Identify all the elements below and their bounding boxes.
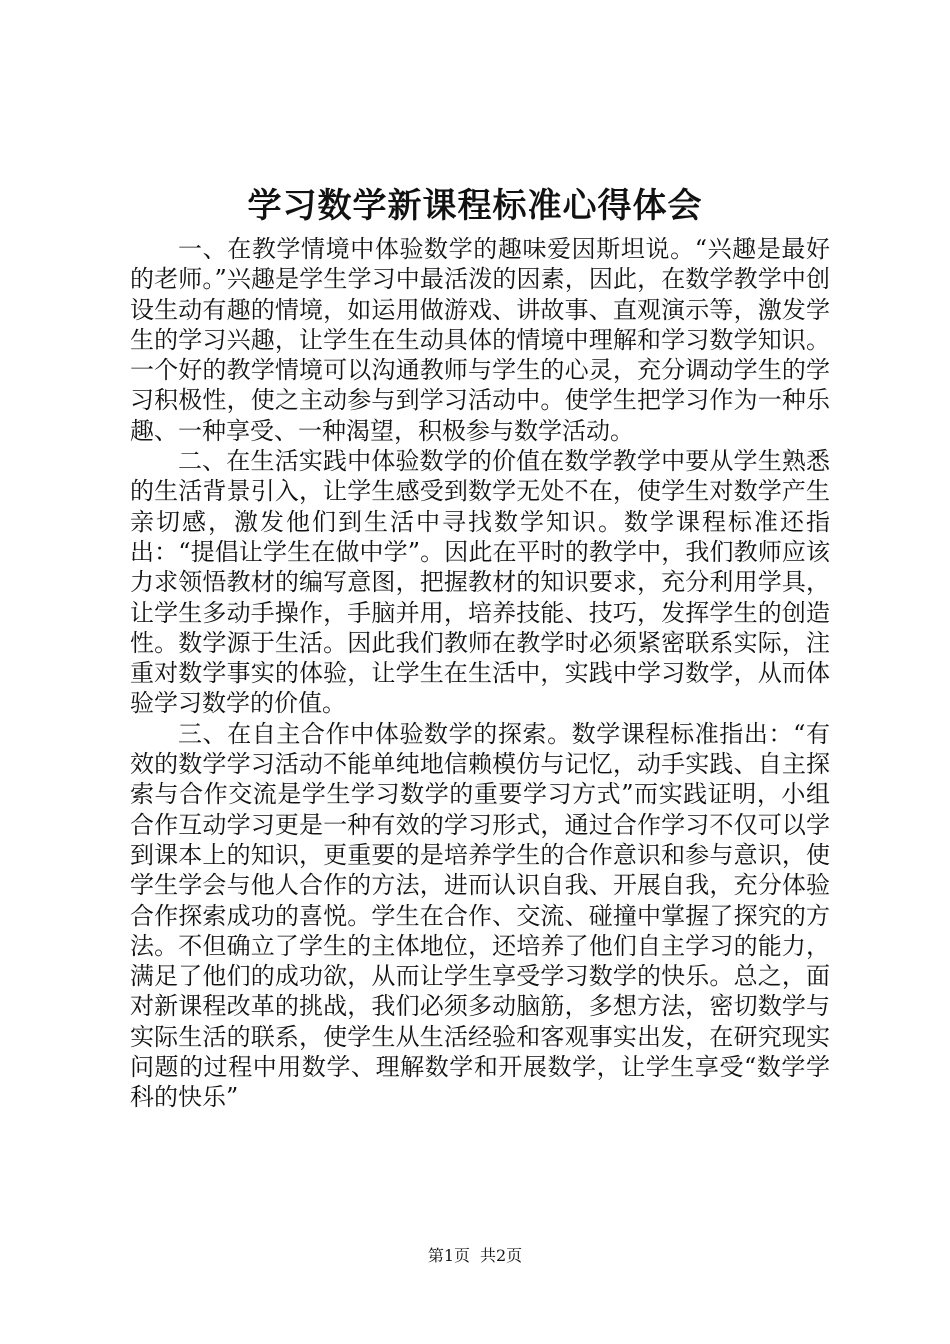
paragraph-1: 一、在教学情境中体验数学的趣味爱因斯坦说。“兴趣是最好的老师。”兴趣是学生学习中最活泼的因素，因此，在数学教学中创设生动有趣的情境，如运用做游戏、讲故事、直观演示等，激发学生的学习兴趣，让学生在生动具体的情境中理解和学习数学知识。一个好的教学情境可以沟通教师与学生的心灵，充分调动学生的学习积极性，使之主动参与到学习活动中。使学生把学习作为一种乐趣、一种享受、一种渴望，积极参与数学活动。 xyxy=(130,235,830,445)
document-body xyxy=(130,234,830,1113)
page-footer xyxy=(0,1244,950,1268)
page-number-current: 第1页 xyxy=(427,1246,470,1265)
paragraph-2: 二、在生活实践中体验数学的价值在数学教学中要从学生熟悉的生活背景引入，让学生感受到数学无处不在，使学生对数学产生亲切感，激发他们到生活中寻找数学知识。数学课程标准还指出：“提倡让学生在做中学”。因此在平时的教学中，我们教师应该力求领悟教材的编写意图，把握教材的知识要求，充分利用学具，让学生多动手操作，手脑并用，培养技能、技巧，发挥学生的创造性。数学源于生活。因此我们教师在教学时必须紧密联系实际，注重对数学事实的体验，让学生在生活中，实践中学习数学，从而体验学习数学的价值。 xyxy=(130,447,830,718)
page-number-total: 共2页 xyxy=(480,1246,523,1265)
document-title: 学习数学新课程标准心得体会 xyxy=(247,186,703,226)
paragraph-3: 三、在自主合作中体验数学的探索。数学课程标准指出：“有效的数学学习活动不能单纯地信赖模仿与记忆，动手实践、自主探索与合作交流是学生学习数学的重要学习方式”而实践证明，小组合作互动学习更是一种有效的学习形式，通过合作学习不仅可以学到课本上的知识，更重要的是培养学生的合作意识和参与意识，使学生学会与他人合作的方法，进而认识自我、开展自我，充分体验合作探索成功的喜悦。学生在合作、交流、碰撞中掌握了探究的方法。不但确立了学生的主体地位，还培养了他们自主学习的能力，满足了他们的成功欲，从而让学生享受学习数学的快乐。总之，面对新课程改革的挑战，我们必须多动脑筋，多想方法，密切数学与实际生活的联系，使学生从生活经验和客观事实出发，在研究现实问题的过程中用数学、理解数学和开展数学，让学生享受“数学学科的快乐” xyxy=(130,719,830,1112)
